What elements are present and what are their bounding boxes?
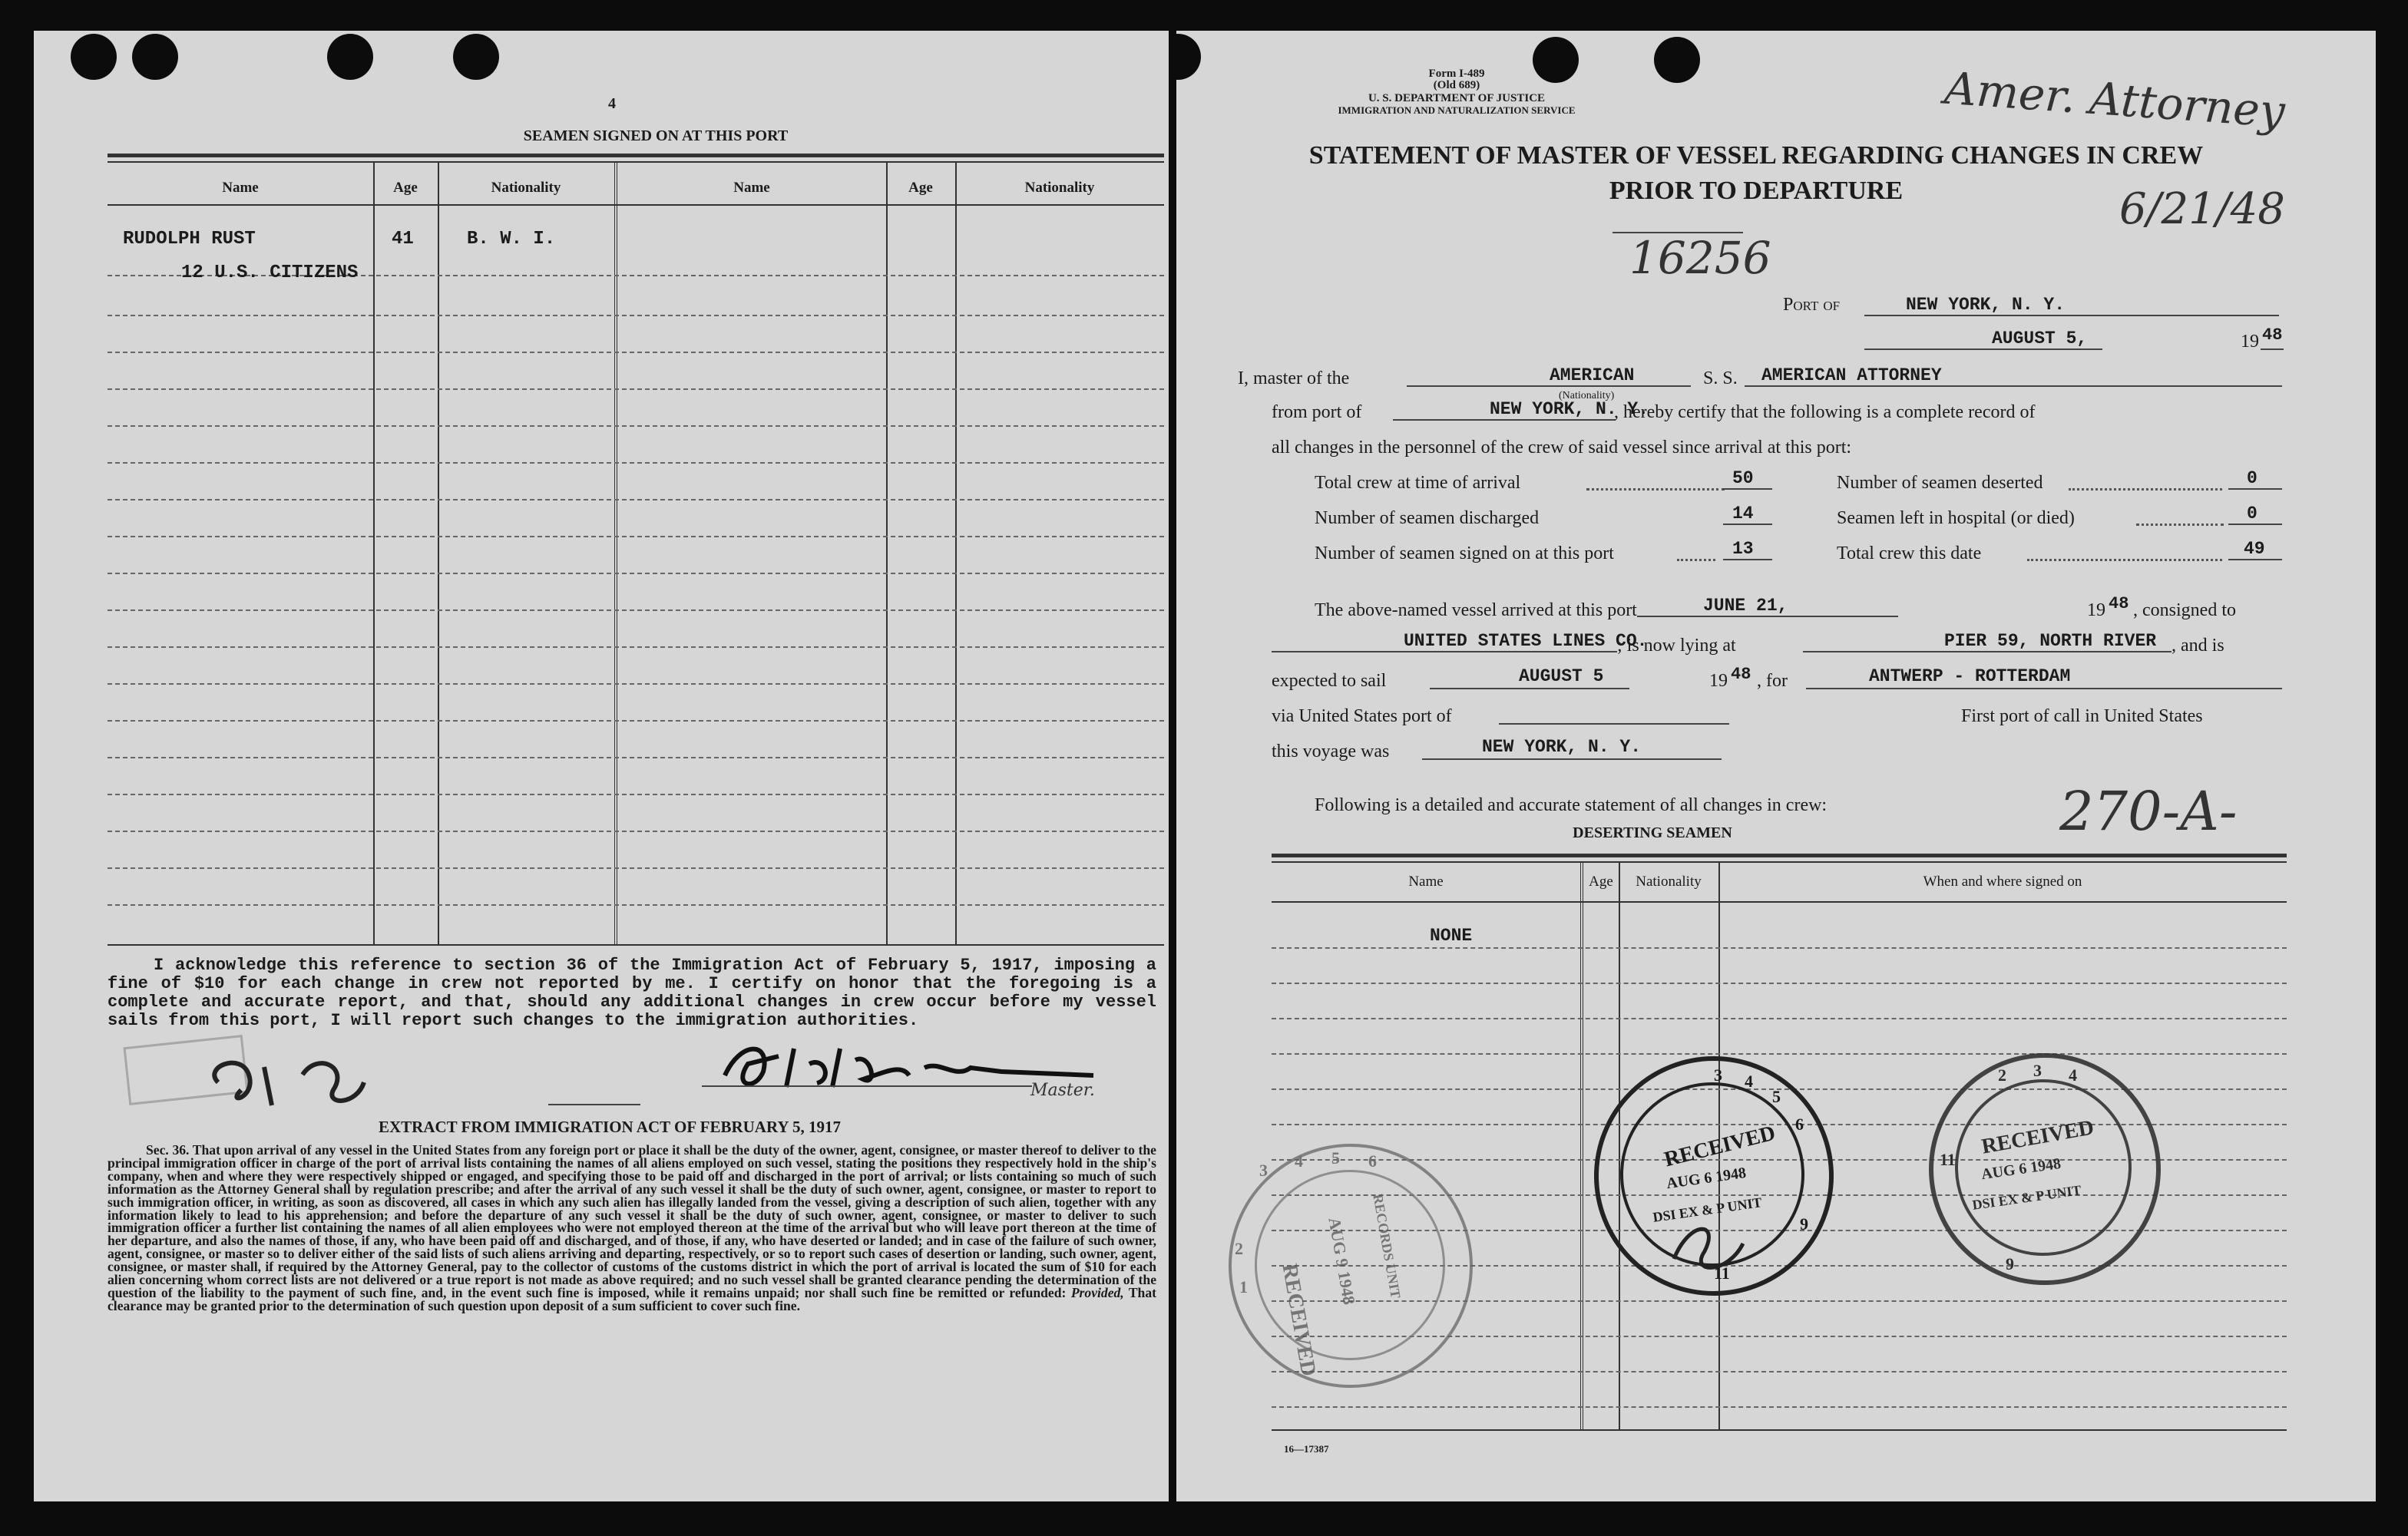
vessel-name: AMERICAN ATTORNEY — [1761, 365, 1942, 385]
arrived-value: JUNE 21, — [1703, 596, 1788, 616]
and-is-label: , and is — [2172, 636, 2224, 656]
col-header-age: Age — [908, 180, 933, 196]
handwritten-file-number: 16256 — [1629, 232, 1771, 284]
consignee-value: UNITED STATES LINES CO. — [1404, 631, 1648, 651]
form-title-line2: PRIOR TO DEPARTURE — [1609, 177, 1904, 205]
received-stamp: 2 3 4 11 9 RECEIVED AUG 6 1948 DSI EX & P UNIT — [1929, 1053, 2161, 1285]
arrived-label: The above-named vessel arrived at this port — [1315, 600, 1637, 620]
section-title: SEAMEN SIGNED ON AT THIS PORT — [523, 127, 789, 144]
from-port-label: from port of — [1272, 402, 1362, 422]
acknowledgement-text: I acknowledge this reference to section 36 of the Immigration Act of February 5, 1917, imposing a fine of $10 for each change in crew not reported by me. I certify on honor that the foregoing is a complete and accurate report, and that, should any additional changes in crew occur before my vessel sails from this port, I will report such changes to the immigration authorities. — [108, 956, 1156, 1030]
col-header-nationality: Nationality — [1636, 874, 1702, 890]
stat-label: Number of seamen discharged — [1315, 508, 1540, 528]
col-header-name: Name — [733, 180, 770, 196]
records-unit-stamp: 3 4 5 6 2 1 RECEIVED AUG 9 1948 RECORDS UNIT — [1229, 1144, 1473, 1388]
form-title: STATEMENT OF MASTER OF VESSEL REGARDING CHANGES IN CREW — [1308, 141, 2204, 170]
footer-code: 16—17387 — [1284, 1443, 1329, 1455]
consigned-label: , consigned to — [2133, 600, 2236, 620]
expected-label: expected to sail — [1272, 671, 1387, 691]
stat-label: Total crew this date — [1837, 543, 1982, 563]
punch-hole — [71, 34, 117, 80]
voyage-value: NEW YORK, N. Y. — [1482, 737, 1642, 757]
section-36-label: Sec. 36. — [146, 1142, 190, 1158]
first-port-label: First port of call in United States — [1961, 706, 2203, 726]
expected-year: 48 — [1731, 665, 1751, 684]
service: IMMIGRATION AND NATURALIZATION SERVICE — [1338, 104, 1576, 116]
punch-hole — [327, 34, 373, 80]
date-value: AUGUST 5, — [1992, 329, 2088, 348]
year-value: 48 — [2262, 325, 2283, 345]
expected-value: AUGUST 5 — [1519, 666, 1604, 686]
received-stamp: 3 4 5 6 9 11 RECEIVED AUG 6 1948 DSI EX & P UNIT — [1594, 1056, 1834, 1296]
handwritten-code: 270-A- — [2059, 780, 2238, 843]
stat-value: 50 — [1732, 468, 1754, 488]
nationality-caption: (Nationality) — [1559, 390, 1615, 401]
stat-label: Number of seamen deserted — [1837, 473, 2043, 493]
stamp-initials — [1666, 1213, 1758, 1282]
col-header-signed-on: When and where signed on — [1923, 874, 2082, 890]
row-name: 12 U.S. CITIZENS — [181, 263, 359, 283]
col-header-age: Age — [393, 180, 418, 196]
punch-hole — [132, 34, 178, 80]
punch-hole — [453, 34, 499, 80]
certify-text: , hereby certify that the following is a complete record of — [1614, 402, 2036, 422]
port-of-value: NEW YORK, N. Y. — [1906, 295, 2066, 315]
punch-hole — [1654, 37, 1700, 83]
extract-title: EXTRACT FROM IMMIGRATION ACT OF FEBRUARY 5, 1917 — [378, 1118, 842, 1136]
stat-label: Seamen left in hospital (or died) — [1837, 508, 2075, 528]
left-page — [34, 31, 1169, 1501]
punch-hole — [1176, 34, 1201, 80]
arrived-year-prefix: 19 — [2087, 600, 2105, 620]
form-old-number: (Old 689) — [1433, 79, 1480, 91]
stat-label: Total crew at time of arrival — [1315, 473, 1521, 493]
master-of-label: I, master of the — [1238, 368, 1350, 388]
stat-value: 14 — [1732, 504, 1754, 524]
port-of-label: Port of — [1783, 295, 1841, 315]
lying-value: PIER 59, NORTH RIVER — [1944, 631, 2157, 651]
row-nationality: B. W. I. — [467, 229, 556, 249]
for-label: , for — [1757, 671, 1788, 691]
all-changes-text: all changes in the personnel of the crew of said vessel since arrival at this port: — [1272, 438, 1852, 457]
col-header-name: Name — [222, 180, 259, 196]
year-prefix: 19 — [2241, 332, 2259, 352]
following-text: Following is a detailed and accurate statement of all changes in crew: — [1315, 795, 1828, 815]
col-header-nationality: Nationality — [1024, 180, 1095, 196]
stat-value: 49 — [2244, 539, 2265, 559]
for-value: ANTWERP - ROTTERDAM — [1869, 666, 2071, 686]
section-36-text: Sec. 36. That upon arrival of any vessel in the United States from any foreign port or place it shall be the duty of the owner, agent, consignee, or master thereof to deliver to the principal immigration officer in charge of the port of arrival lists containing the names of all aliens employed on such vessel, stating the positions they respectively hold in the ship's company, when and where they were respectively shipped or engaged, and specifying those to be paid off and discharged in the port of arrival; or lists containing so much of such information as the Attorney General shall by regulation prescribe; and after the arrival of any such vessel it shall be the duty of such owner, agent, consignee, or master to report to such immigration officer, in writing, as soon as discovered, all cases in which any such alien has illegally landed from the vessel, giving a description of such alien, together with any information likely to lead to his apprehension; and before the departure of any such vessel it shall be the duty of such owner, agent, consignee, or master to deliver to such immigration officer a further list containing the names of all alien employees who were not employed thereon at the time of the arrival but who will leave port thereon at the time of her departure, and also the names of those, if any, who have been paid off and discharged, and of those, if any, who have deserted or landed; and in case of the failure of such owner, agent, consignee, or master so to deliver either of the said lists of such aliens arriving and departing, respectively, or so to report such cases of desertion or landing, such owner, agent, consignee, or master shall, if required by the Attorney General, pay to the collector of customs of the customs district in which the port of arrival is located the sum of $10 for each alien concerning whom correct lists are not delivered or a true report is not made as above required; and no such vessel shall be granted clearance pending the determination of the question of the liability to the payment of such fine, and, in the event such fine is imposed, while it remains unpaid; nor shall such fine be remitted or refunded: Provided, That clearance may be granted prior to the determination of such question upon deposit of a sum sufficient to cover such fine. — [108, 1142, 1156, 1313]
col-header-nationality: Nationality — [491, 180, 561, 196]
deserting-title: DESERTING SEAMEN — [1573, 824, 1732, 841]
from-port-value: NEW YORK, N. Y. — [1490, 399, 1649, 419]
page-number: 4 — [608, 95, 616, 112]
initials-signature — [195, 1036, 487, 1121]
lying-label: ; is now lying at — [1617, 636, 1736, 656]
stat-value: 13 — [1732, 539, 1754, 559]
stat-value: 0 — [2247, 468, 2258, 488]
via-label: via United States port of — [1272, 706, 1452, 726]
stat-value: 0 — [2247, 504, 2258, 524]
row-age: 41 — [392, 229, 414, 249]
stat-label: Number of seamen signed on at this port — [1315, 543, 1614, 563]
handwritten-vessel-note: Amer. Attorney — [1943, 61, 2287, 138]
nationality-value: AMERICAN — [1550, 365, 1635, 385]
col-header-name: Name — [1408, 874, 1444, 890]
expected-year-prefix: 19 — [1709, 671, 1728, 691]
col-header-age: Age — [1589, 874, 1613, 890]
arrived-year: 48 — [2109, 594, 2129, 613]
deserting-row-name: NONE — [1430, 926, 1473, 946]
department: U. S. DEPARTMENT OF JUSTICE — [1368, 92, 1546, 104]
row-name: RUDOLPH RUST — [123, 229, 256, 249]
master-label: Master. — [1030, 1081, 1095, 1100]
handwritten-date: 6/21/48 — [2119, 184, 2285, 234]
form-number: Form I-489 — [1428, 68, 1485, 80]
voyage-label: this voyage was — [1272, 742, 1390, 761]
ss-label: S. S. — [1703, 368, 1738, 388]
